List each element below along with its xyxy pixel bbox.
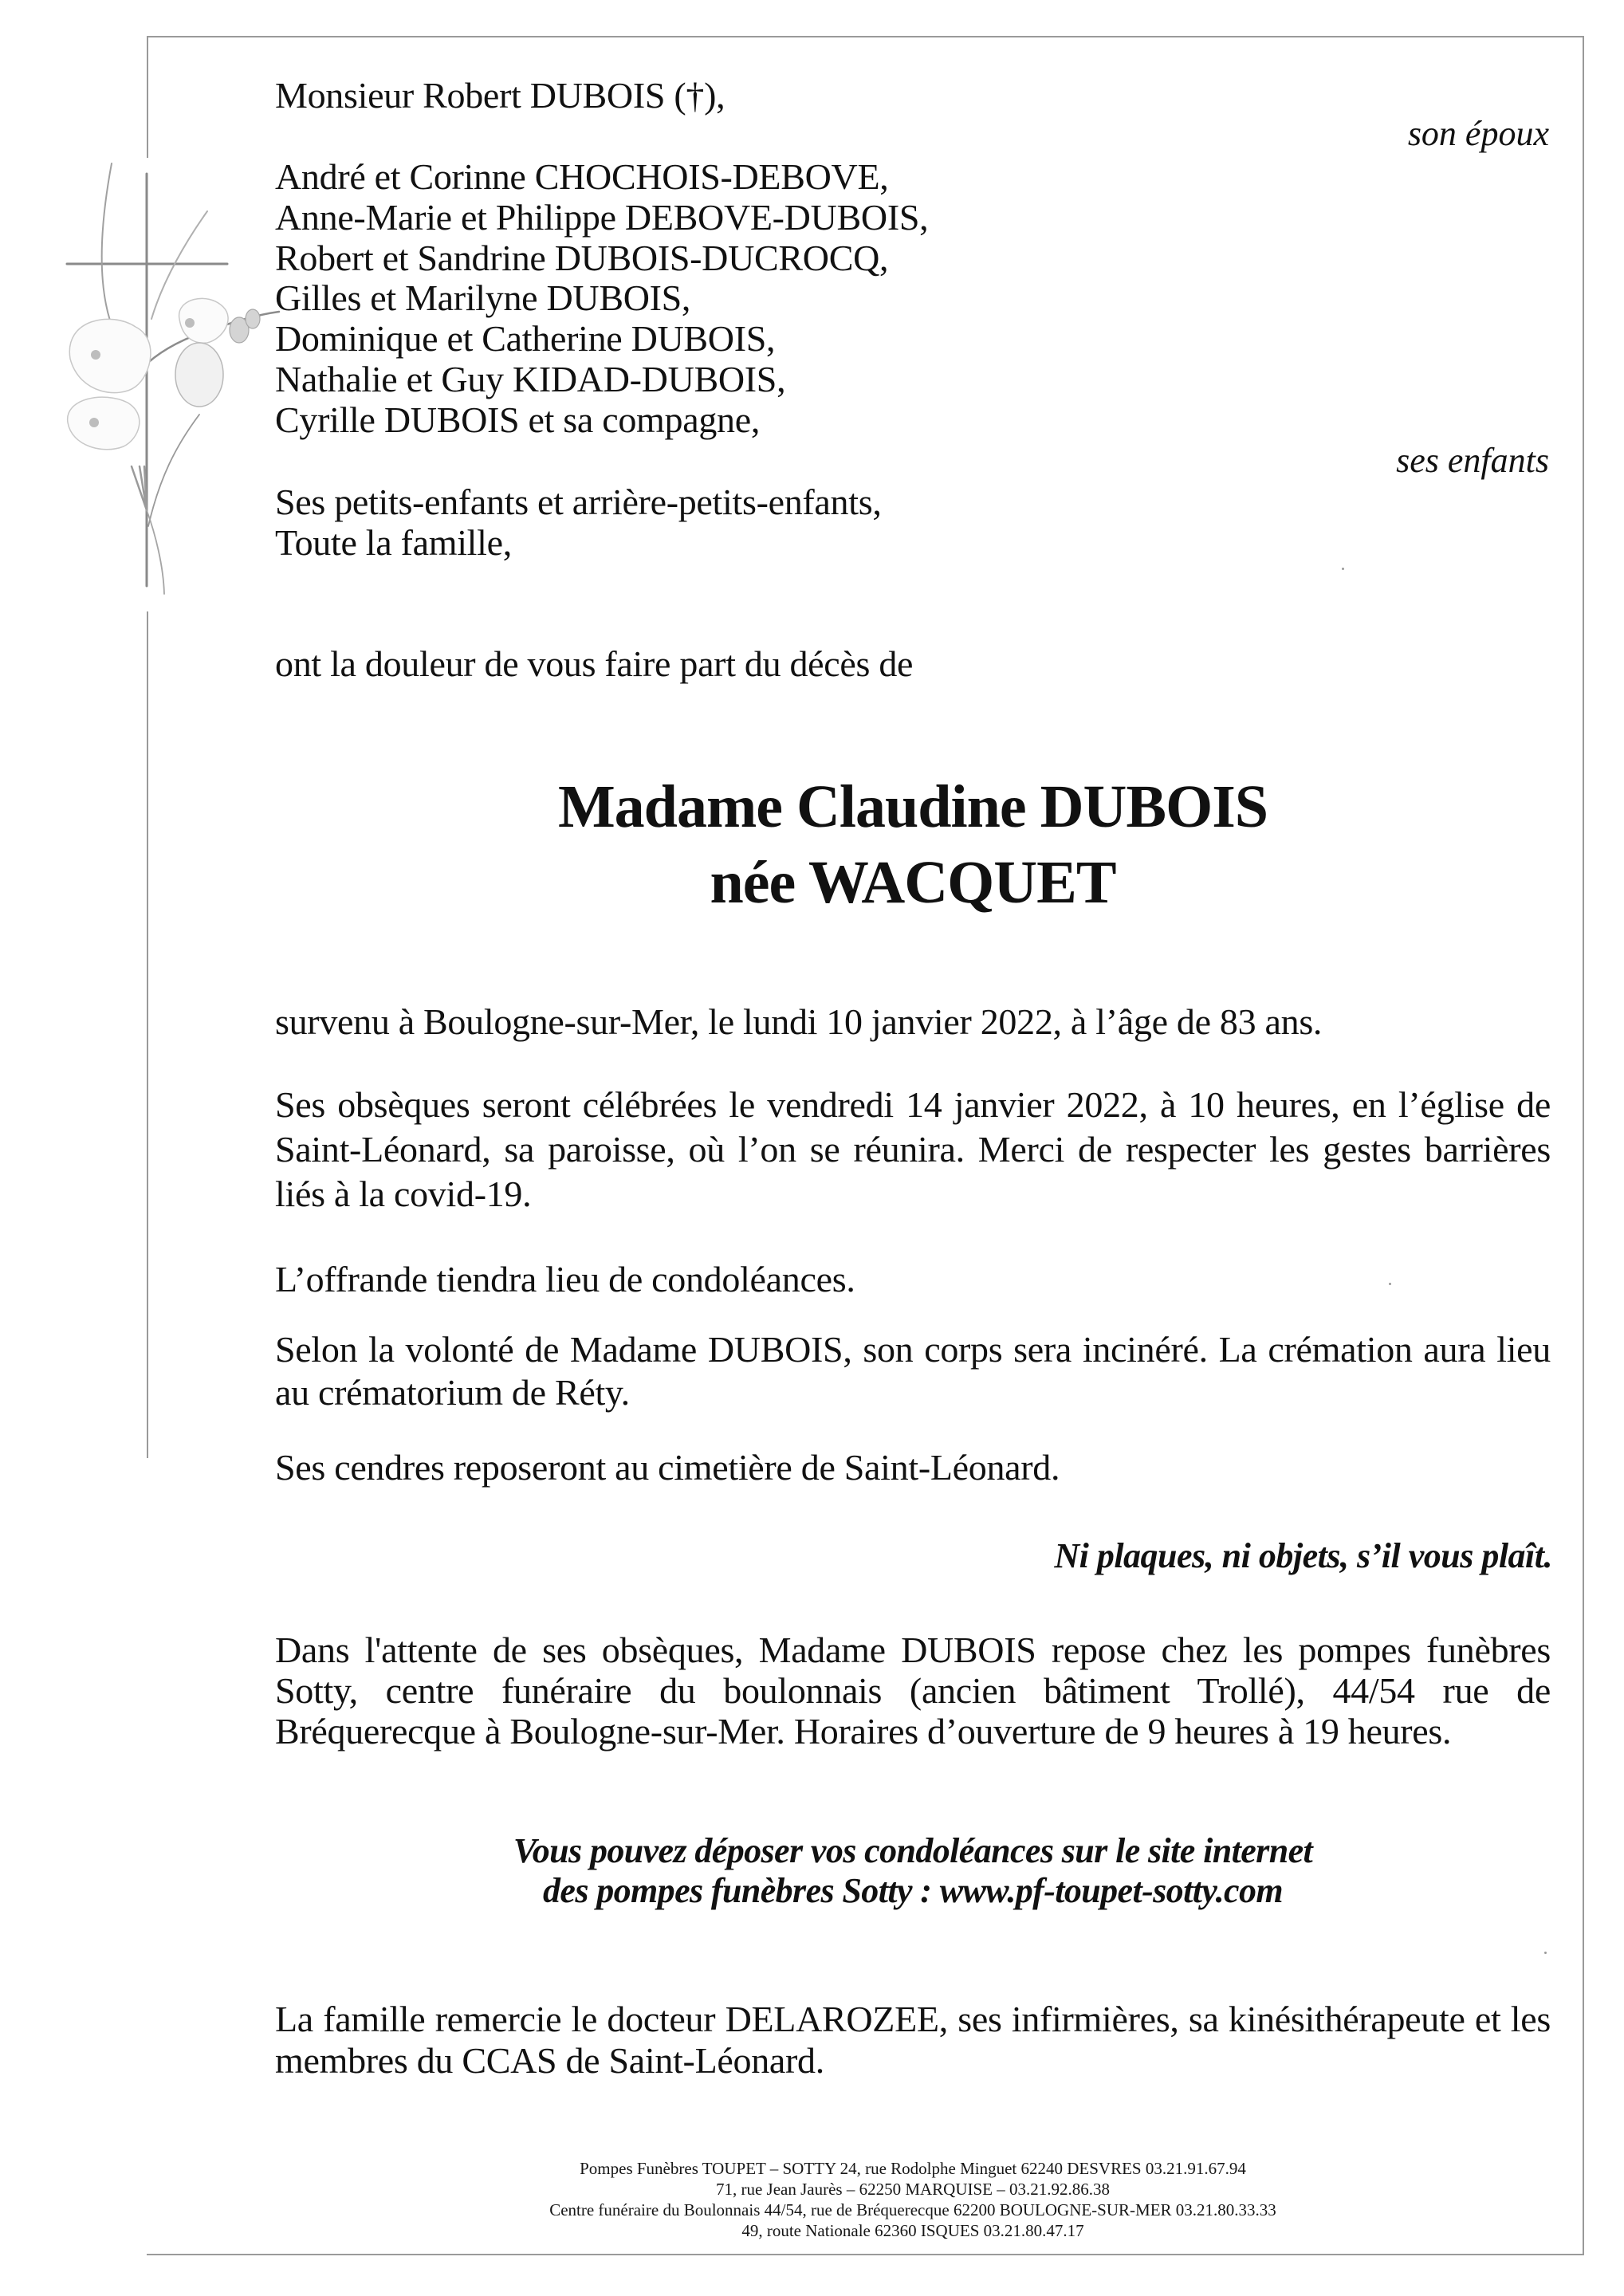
widower-role: son époux [1407,114,1549,153]
footer-line: 71, rue Jean Jaurès – 62250 MARQUISE – 03.21.92.86.38 [715,2180,1111,2199]
deceased-name-heading [275,769,1551,921]
frame-left-border-lower [147,611,148,1458]
condolences-notice [275,1831,1551,1911]
condolences-line-1: Vous pouvez déposer vos condoléances sur le site internet [513,1831,1313,1870]
list-item: Gilles et Marilyne DUBOIS, [275,277,691,319]
offering-paragraph: L’offrande tiendra lieu de condoléances. [275,1259,855,1299]
frame-left-border-upper [147,36,148,158]
funeral-home-footer [275,2158,1551,2241]
list-item: Toute la famille, [275,521,512,563]
list-item: Nathalie et Guy KIDAD-DUBOIS, [275,358,786,399]
frame-right-border [1583,36,1584,2255]
list-item: André et Corinne CHOCHOIS-DEBOVE, [275,156,889,197]
list-item: Cyrille DUBOIS et sa compagne, [275,399,761,440]
no-plaques-notice: Ni plaques, ni objets, s’il vous plaît. [1054,1536,1552,1575]
condolences-website-line[interactable]: des pompes funèbres Sotty : www.pf-toupet-sotty.com [543,1871,1283,1910]
funeral-paragraph: Ses obsèques seront célébrées le vendredi 14 janvier 2022, à 10 heures, en l’église de Saint-Léonard, sa paroisse, où l’on se réunira. Merci de respecter les gestes barrières liés à la covid-19. [275,1084,1551,1214]
deceased-name: Madame Claudine DUBOIS [557,773,1268,840]
orchid-buds [230,309,260,343]
deceased-maiden-name: née WACQUET [710,849,1116,916]
list-item: Anne-Marie et Philippe DEBOVE-DUBOIS, [275,196,929,238]
scan-speck [1544,1952,1547,1954]
frame-top-border [147,36,1584,37]
children-role: ses enfants [1396,441,1549,480]
list-item: Dominique et Catherine DUBOIS, [275,318,776,360]
footer-line: Pompes Funèbres TOUPET – SOTTY 24, rue Rodolphe Minguet 62240 DESVRES 03.21.91.67.94 [580,2159,1246,2178]
widower-line: Monsieur Robert DUBOIS (†), [275,75,725,116]
repose-paragraph: Dans l'attente de ses obsèques, Madame DUBOIS repose chez les pompes funèbres Sotty, centre funéraire du boulonnais (ancien bâtiment Trollé), 44/54 rue de Bréquerecque à Boulogne-sur-Mer. Horaires d’ouverture de 9 heures à 19 heures. [275,1630,1551,1751]
announcement-intro: ont la douleur de vous faire part du décès de [275,643,914,684]
list-item: Robert et Sandrine DUBOIS-DUCROCQ, [275,237,889,278]
footer-line: Centre funéraire du Boulonnais 44/54, rue de Bréquerecque 62200 BOULOGNE-SUR-MER 03.21.80.33.33 [549,2200,1276,2219]
thanks-paragraph: La famille remercie le docteur DELAROZEE, ses infirmières, sa kinésithérapeute et les membres du CCAS de Saint-Léonard. [275,1999,1551,2081]
stems-bundle [132,466,147,510]
list-item: Ses petits-enfants et arrière-petits-enfants, [275,482,882,522]
children-list [275,157,928,441]
scan-speck [1342,568,1344,570]
ashes-paragraph: Ses cendres reposeront au cimetière de Saint-Léonard. [275,1447,1060,1488]
footer-line: 49, route Nationale 62360 ISQUES 03.21.80.47.17 [741,2221,1084,2240]
death-paragraph: survenu à Boulogne-sur-Mer, le lundi 10 janvier 2022, à l’âge de 83 ans. [275,1001,1323,1042]
grass-stroke-lower [148,415,199,526]
cremation-paragraph: Selon la volonté de Madame DUBOIS, son corps sera incinéré. La crémation aura lieu au crématorium de Réty. [275,1329,1551,1413]
cross-with-orchid-icon [48,159,287,606]
extended-family-list [275,482,882,564]
frame-bottom-border [147,2254,1584,2255]
scan-speck [1389,1283,1391,1285]
grass-stroke-left [102,163,112,320]
